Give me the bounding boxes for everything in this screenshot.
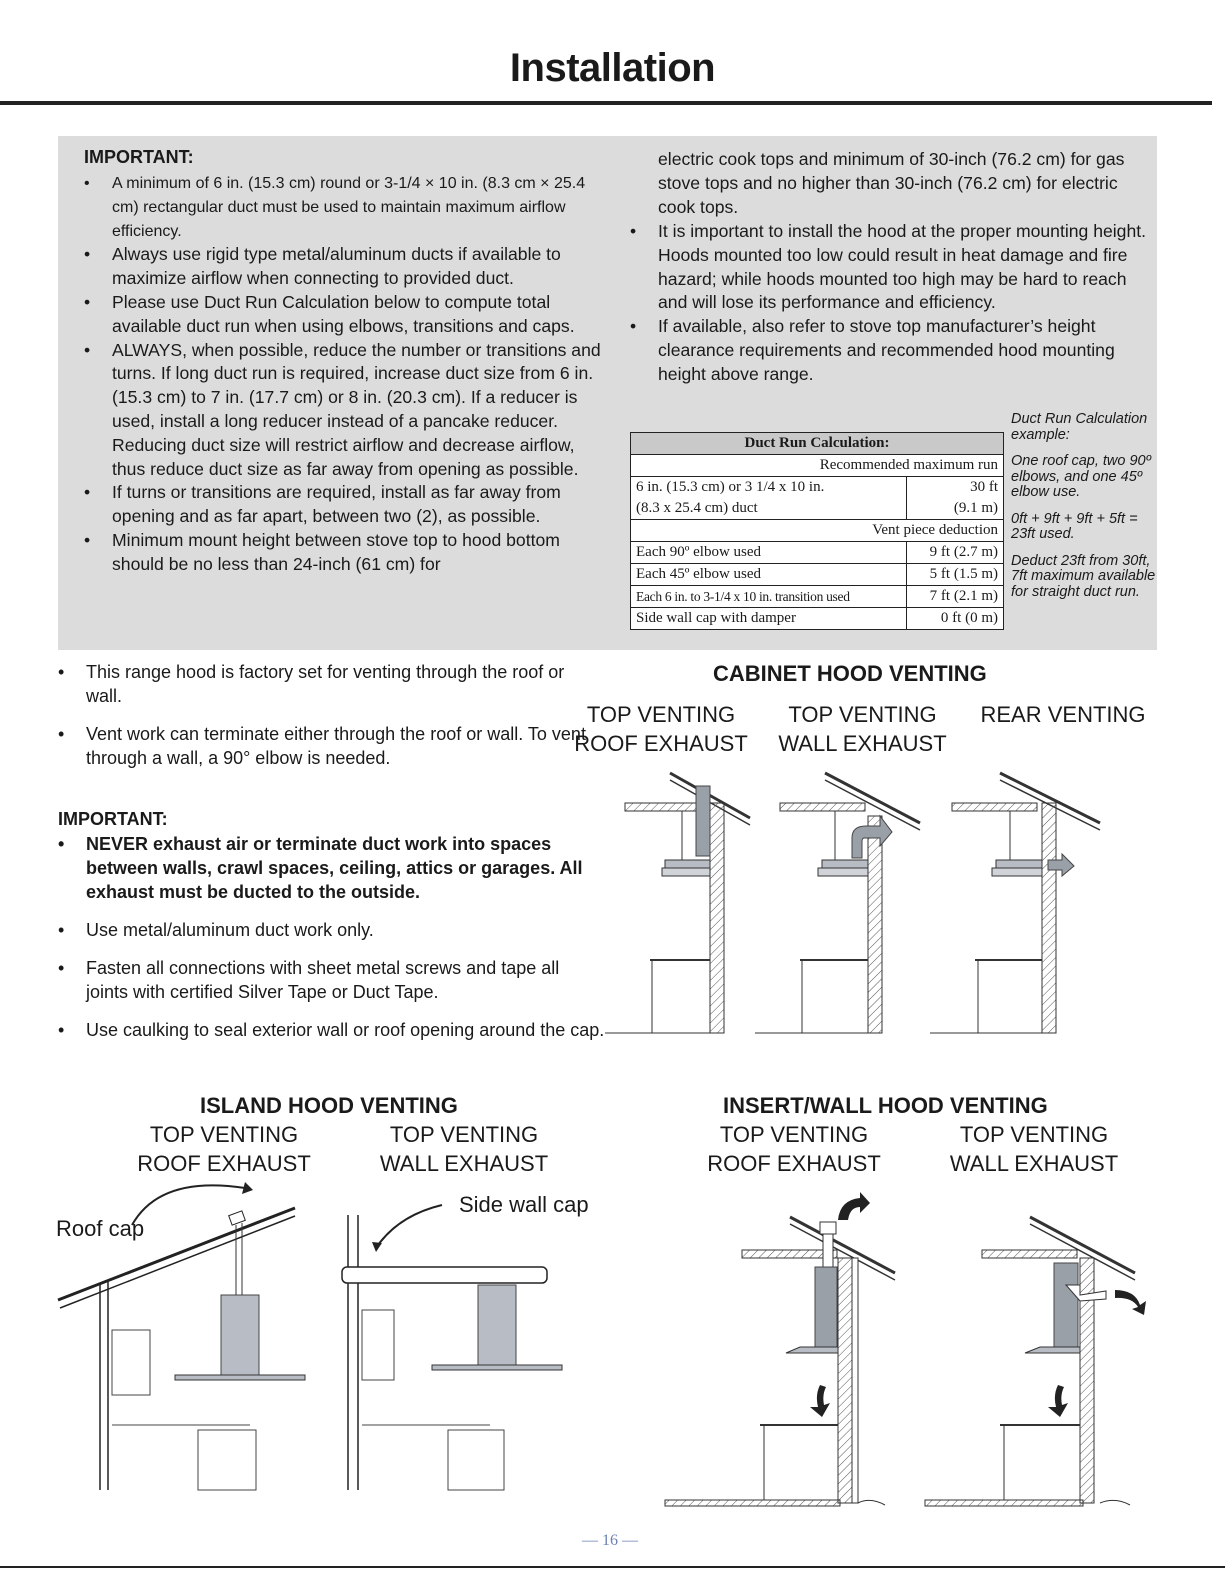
- footer-divider: [0, 1566, 1225, 1568]
- list-item: • This range hood is factory set for venting through the roof or wall.: [58, 660, 586, 708]
- insert-col1-line2: ROOF EXHAUST: [707, 1151, 881, 1176]
- example-scenario: One roof cap, two 90º elbows, and one 45º elbow use.: [1011, 453, 1151, 500]
- example-result: Deduct 23ft from 30ft, 7ft maximum available for straight duct run.: [1011, 552, 1156, 600]
- title-divider: [0, 101, 1212, 105]
- duct-run-ft: 30 ft: [906, 477, 1003, 499]
- table-cell: Each 90º elbow used: [631, 542, 907, 564]
- insert-col1-line1: TOP VENTING: [719, 1122, 869, 1147]
- table-row: [631, 608, 1004, 630]
- list-item: • Always use rigid type metal/aluminum ducts if available to maximize airflow when connecting to provided duct.: [84, 243, 604, 291]
- island-venting-diagrams: [50, 1170, 560, 1500]
- insert-col2-line2: WALL EXHAUST: [949, 1151, 1119, 1176]
- island-heading: ISLAND HOOD VENTING: [200, 1093, 458, 1118]
- page-number: — 16 —: [582, 1532, 638, 1549]
- duct-run-m: (9.1 m): [906, 498, 1003, 520]
- island-col1-line2: ROOF EXHAUST: [137, 1151, 311, 1176]
- table-cell: 5 ft (1.5 m): [906, 564, 1003, 586]
- cabinet-col2-line2: WALL EXHAUST: [778, 731, 947, 756]
- cabinet-wall-exhaust-diagram: [755, 773, 920, 1033]
- island-col1-line1: TOP VENTING: [149, 1122, 299, 1147]
- important-continuation: electric cook tops and minimum of 30-inch (76.2 cm) for gas stove tops and no higher than 30-inch (76.2 cm) for electric cook tops.: [658, 149, 1125, 217]
- cabinet-col2-line1: TOP VENTING: [788, 702, 937, 727]
- list-item: • It is important to install the hood at the proper mounting height. Hoods mounted too low could result in heat damage and fire hazard; while hoods mounted too high may be hard to reach and will lose its performance and efficiency.: [630, 220, 1160, 315]
- insert-wall-exhaust-diagram: [925, 1217, 1146, 1506]
- list-item: • Minimum mount height between stove top to hood bottom should be no less than 24-inch (61 cm) for: [84, 529, 604, 577]
- list-item: • NEVER exhaust air or terminate duct work into spaces between walls, crawl spaces, ceiling, attics or garages. All exhaust must be ducted to the outside.: [58, 832, 606, 904]
- insert-venting-diagrams: [660, 1195, 1160, 1515]
- important-heading-2: IMPORTANT:: [58, 809, 168, 829]
- insert-col1-label: [698, 1120, 890, 1178]
- list-item: • Fasten all connections with sheet metal screws and tape all joints with certified Silver Tape or Duct Tape.: [58, 956, 596, 1004]
- cabinet-roof-exhaust-diagram: [605, 773, 750, 1033]
- island-col2-line2: WALL EXHAUST: [379, 1151, 549, 1176]
- cabinet-rear-venting-diagram: [930, 773, 1100, 1033]
- insert-heading: INSERT/WALL HOOD VENTING: [723, 1093, 1048, 1118]
- insert-roof-exhaust-diagram: [665, 1192, 895, 1506]
- table-cell: 9 ft (2.7 m): [906, 542, 1003, 564]
- table-row: [631, 586, 1004, 608]
- insert-col2-line1: TOP VENTING: [959, 1122, 1109, 1147]
- duct-run-example: [1011, 412, 1161, 611]
- list-item: • If available, also refer to stove top manufacturer’s height clearance requirements and recommended hood mounting height above range.: [630, 315, 1160, 386]
- list-item: • Use metal/aluminum duct work only.: [58, 918, 678, 942]
- duct-run-table: [630, 432, 1004, 630]
- page-title: Installation: [509, 46, 716, 90]
- table-cell: 0 ft (0 m): [906, 608, 1003, 630]
- cabinet-col3-line1: REAR VENTING: [980, 702, 1146, 727]
- important-list-2: [58, 832, 678, 1056]
- table-cell: Side wall cap with damper: [631, 608, 907, 630]
- side-wall-cap-label: Side wall cap: [459, 1192, 589, 1217]
- island-roof-exhaust-diagram: [58, 1182, 305, 1490]
- cabinet-col1-line1: TOP VENTING: [586, 702, 736, 727]
- example-sum: 0ft + 9ft + 9ft + 5ft = 23ft used.: [1011, 510, 1138, 542]
- cabinet-col1-label: [566, 700, 756, 758]
- important-heading: IMPORTANT:: [84, 147, 194, 167]
- cabinet-heading: CABINET HOOD VENTING: [713, 661, 987, 686]
- list-item: • If turns or transitions are required, install as far away from opening and as far apart, between two (2), as possible.: [84, 481, 604, 529]
- list-item: • A minimum of 6 in. (15.3 cm) round or 3-1/4 × 10 in. (8.3 cm × 25.4 cm) rectangular duct must be used to maintain maximum airflow efficiency.: [84, 172, 604, 243]
- list-item: • Use caulking to seal exterior wall or roof opening around the cap.: [58, 1018, 678, 1042]
- duct-size-label-2: (8.3 x 25.4 cm) duct: [631, 498, 907, 520]
- cabinet-col2-label: [765, 700, 960, 758]
- island-col2-line1: TOP VENTING: [389, 1122, 539, 1147]
- table-row: [631, 564, 1004, 586]
- list-item: • Please use Duct Run Calculation below to compute total available duct run when using elbows, transitions and caps.: [84, 291, 604, 339]
- table-row: [631, 542, 1004, 564]
- cabinet-col1-line2: ROOF EXHAUST: [574, 731, 748, 756]
- table-cell: Each 45º elbow used: [631, 564, 907, 586]
- duct-table-title: Duct Run Calculation:: [631, 433, 1004, 455]
- important-right-list: [630, 220, 1160, 387]
- table-cell: Each 6 in. to 3-1/4 x 10 in. transition used: [631, 586, 907, 608]
- cabinet-venting-diagrams: [600, 768, 1120, 1038]
- duct-table-rec-header: Recommended maximum run: [631, 455, 1004, 477]
- duct-table-vent-header: Vent piece deduction: [631, 520, 1004, 542]
- list-item: • Vent work can terminate either through the roof or wall. To vent through a wall, a 90° elbow is needed.: [58, 722, 596, 770]
- important-left-list: [84, 172, 604, 577]
- insert-col2-label: [938, 1120, 1130, 1178]
- island-wall-exhaust-diagram: [342, 1205, 562, 1490]
- duct-size-label: 6 in. (15.3 cm) or 3 1/4 x 10 in.: [631, 477, 907, 499]
- list-item: • ALWAYS, when possible, reduce the number or transitions and turns. If long duct run is required, increase duct size from 6 in. (15.3 cm) to 7 in. (17.7 cm) or 8 in. (20.3 cm). If a reducer is used, install a long reducer instead of a pancake reducer. Reducing duct size will restrict airflow and decrease airflow, thus reduce duct size as far away from opening as possible.: [84, 339, 604, 482]
- example-heading: Duct Run Calculation example:: [1011, 411, 1148, 443]
- roof-cap-label: Roof cap: [56, 1216, 145, 1241]
- cabinet-col3-label: [968, 700, 1158, 729]
- table-cell: 7 ft (2.1 m): [906, 586, 1003, 608]
